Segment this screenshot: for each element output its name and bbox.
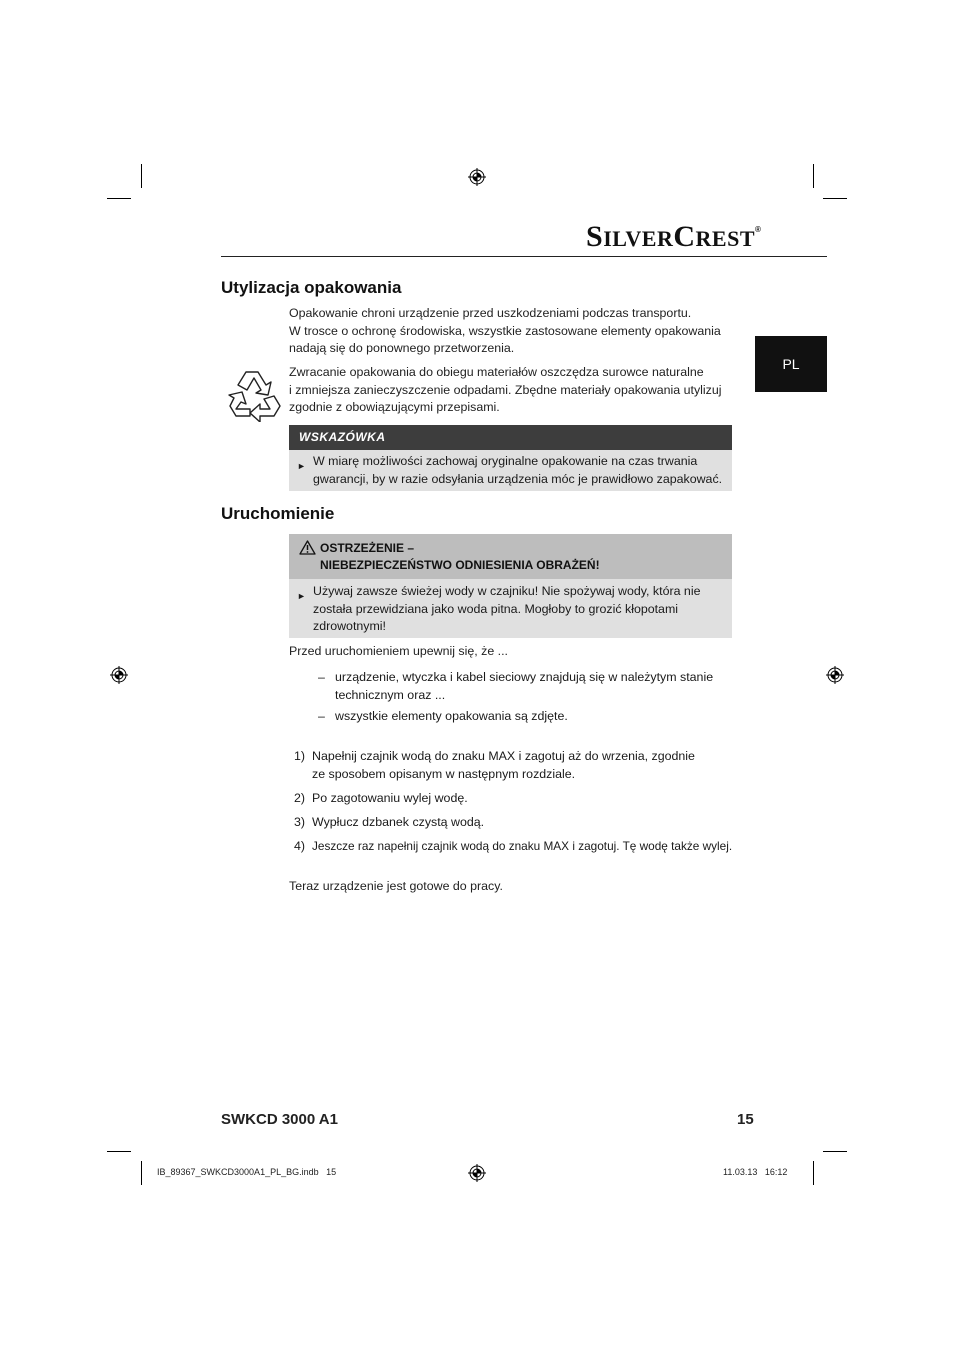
warning-heading <box>289 534 732 579</box>
step-number: 3) <box>294 815 306 829</box>
language-tab-label: PL <box>782 356 800 372</box>
registered-mark: ® <box>755 225 762 234</box>
crop-mark <box>823 198 847 199</box>
check-text <box>335 669 745 704</box>
crop-mark <box>823 1151 847 1152</box>
step-text <box>312 748 742 783</box>
crop-mark <box>813 1161 814 1185</box>
step-number: 1) <box>294 749 306 763</box>
startup-intro: Przed uruchomieniem upewnij się, że ... <box>289 644 509 658</box>
text-line: Używaj zawsze świeżej wody w czajniku! Nie spożywaj wody, która nie <box>313 584 701 598</box>
text-line: Zwracanie opakowania do obiegu materiałów oszczędza surowce naturalne <box>289 365 704 379</box>
crop-mark <box>813 164 814 188</box>
dash-marker: – <box>318 670 325 684</box>
text-line: Po zagotowaniu wylej wodę. <box>312 791 468 805</box>
dash-marker: – <box>318 709 325 723</box>
warning-triangle-icon <box>299 540 316 555</box>
closing-text: Teraz urządzenie jest gotowe do pracy. <box>289 879 503 893</box>
crop-mark <box>107 198 131 199</box>
brand-logo: SILVERCREST® <box>586 220 762 253</box>
step-number: 2) <box>294 791 306 805</box>
text-line: Napełnij czajnik wodą do znaku MAX i zagotuj aż do wrzenia, zgodnie <box>312 749 695 763</box>
text-line: nadają się do ponownego przetworzenia. <box>289 341 515 355</box>
language-tab <box>755 336 827 392</box>
text-line: zdrowotnymi! <box>313 619 386 633</box>
section-title-startup: Uruchomienie <box>221 504 335 523</box>
packaging-paragraph-2 <box>289 364 734 417</box>
text-line: urządzenie, wtyczka i kabel sieciowy znajdują się w należytym stanie <box>335 670 714 684</box>
section-title-disposal: Utylizacja opakowania <box>221 278 402 297</box>
registration-mark-icon <box>110 666 128 684</box>
text-line: zgodnie z obowiązującymi przepisami. <box>289 400 500 414</box>
print-slug-file: IB_89367_SWKCD3000A1_PL_BG.indb 15 <box>157 1167 337 1177</box>
crop-mark <box>141 1161 142 1185</box>
registration-mark-icon <box>826 666 844 684</box>
note-heading: WSKAZÓWKA <box>289 425 732 450</box>
note-body <box>289 450 732 491</box>
warning-body <box>289 579 732 638</box>
page-number: 15 <box>737 1111 754 1128</box>
model-number: SWKCD 3000 A1 <box>221 1111 338 1128</box>
crop-mark <box>141 164 142 188</box>
registration-mark-icon <box>468 168 486 186</box>
text-line: Jeszcze raz napełnij czajnik wodą do znaku MAX i zagotuj. Tę wodę także wylej. <box>312 839 733 853</box>
header-rule <box>221 256 827 257</box>
registration-mark-icon <box>468 1164 486 1182</box>
step-text <box>312 838 742 856</box>
text-line: technicznym oraz ... <box>335 687 446 702</box>
text-line: została przewidziana jako woda pitna. Mogłoby to grozić kłopotami <box>313 601 679 616</box>
text-line: W trosce o ochronę środowiska, wszystkie zastosowane elementy opakowania <box>289 323 721 338</box>
text-line: i zmniejsza zanieczyszczenie odpadami. Zbędne materiały opakowania utylizuj <box>289 382 722 397</box>
warning-title-line: OSTRZEŻENIE – <box>320 541 415 555</box>
recycle-icon <box>226 366 284 422</box>
step-text <box>312 814 742 832</box>
step-text <box>312 790 742 808</box>
text-line: wszystkie elementy opakowania są zdjęte. <box>335 709 568 723</box>
bullet-arrow-icon: ► <box>297 461 306 471</box>
text-line: Opakowanie chroni urządzenie przed uszkodzeniami podczas transportu. <box>289 306 692 320</box>
text-line: Wypłucz dzbanek czystą wodą. <box>312 815 485 829</box>
check-text <box>335 708 745 726</box>
packaging-paragraph-1 <box>289 305 734 358</box>
warning-title-line: NIEBEZPIECZEŃSTWO ODNIESIENIA OBRAŻEŃ! <box>320 558 600 572</box>
bullet-arrow-icon: ► <box>297 591 306 601</box>
step-number: 4) <box>294 839 306 853</box>
crop-mark <box>107 1151 131 1152</box>
print-slug-date: 11.03.13 16:12 <box>723 1167 788 1177</box>
text-line: gwarancji, by w razie odsyłania urządzenia móc je prawidłowo zapakować. <box>313 471 723 486</box>
text-line: W miarę możliwości zachowaj oryginalne opakowanie na czas trwania <box>313 454 698 468</box>
text-line: ze sposobem opisanym w następnym rozdziale. <box>312 766 576 781</box>
